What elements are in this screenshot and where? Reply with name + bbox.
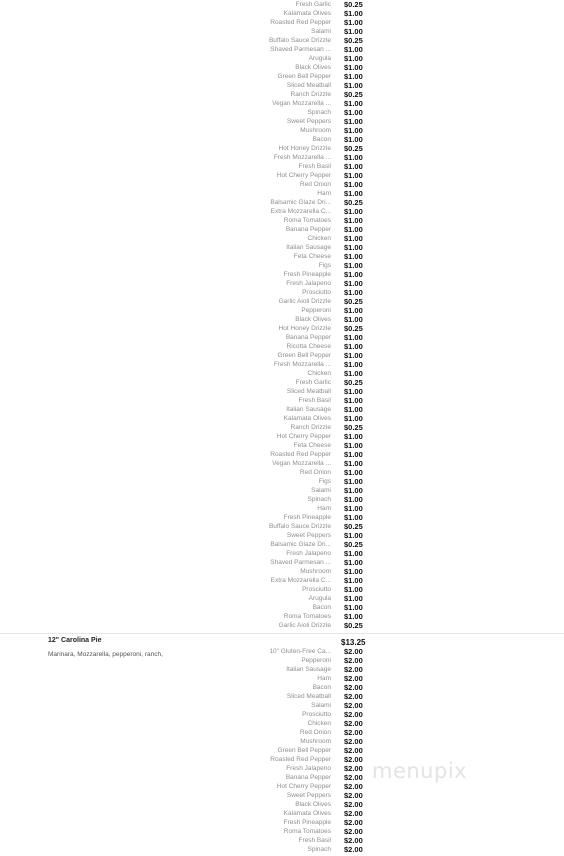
option-name: Banana Pepper (285, 334, 331, 341)
option-name: Bacon (312, 684, 331, 691)
option-name: Salami (311, 487, 331, 494)
menu-item-title: 12" Carolina Pie (48, 637, 102, 644)
option-row (0, 414, 564, 423)
option-row (0, 513, 564, 522)
option-row (0, 594, 564, 603)
option-name: Salami (311, 28, 331, 35)
option-name: Figs (318, 262, 331, 269)
option-price: $1.00 (344, 396, 363, 405)
option-row (0, 728, 564, 737)
option-price: $1.00 (344, 270, 363, 279)
option-price: $2.00 (344, 719, 363, 728)
option-price: $1.00 (344, 45, 363, 54)
option-row (0, 0, 564, 9)
option-row (0, 764, 564, 773)
option-row (0, 351, 564, 360)
option-price: $1.00 (344, 81, 363, 90)
option-name: Prosciutto (302, 711, 331, 718)
option-name: Italian Sausage (286, 406, 331, 413)
option-row (0, 9, 564, 18)
option-row (0, 90, 564, 99)
option-price: $1.00 (344, 351, 363, 360)
option-price: $1.00 (344, 216, 363, 225)
option-row (0, 612, 564, 621)
option-price: $2.00 (344, 701, 363, 710)
option-row (0, 270, 564, 279)
option-price: $1.00 (344, 495, 363, 504)
option-price: $2.00 (344, 665, 363, 674)
option-row (0, 189, 564, 198)
option-name: Kalamata Olives (283, 810, 331, 817)
option-name: Fresh Mozzarella ... (273, 154, 331, 161)
option-row (0, 27, 564, 36)
option-name: Mushroom (300, 127, 331, 134)
option-price: $0.25 (344, 423, 363, 432)
option-row (0, 549, 564, 558)
option-price: $1.00 (344, 414, 363, 423)
option-name: Roasted Red Pepper (270, 19, 331, 26)
option-price: $1.00 (344, 333, 363, 342)
section-divider (0, 633, 564, 634)
option-price: $1.00 (344, 261, 363, 270)
option-row (0, 369, 564, 378)
option-name: Garlic Aioli Drizzle (278, 298, 331, 305)
option-row (0, 782, 564, 791)
option-price: $1.00 (344, 450, 363, 459)
option-name: Hot Honey Drizzle (278, 325, 331, 332)
option-price: $1.00 (344, 288, 363, 297)
option-name: Mushroom (300, 738, 331, 745)
option-price: $2.00 (344, 800, 363, 809)
option-row (0, 585, 564, 594)
menu-item-price: $13.25 (341, 638, 366, 647)
option-name: Fresh Mozzarella ... (273, 361, 331, 368)
option-name: Sliced Meatball (286, 82, 331, 89)
option-name: Pepperoni (301, 657, 331, 664)
option-name: Roma Tomatoes (283, 828, 331, 835)
option-name: Green Bell Pepper (277, 73, 331, 80)
option-name: Shaved Parmesan ... (270, 46, 331, 53)
option-name: Roasted Red Pepper (270, 756, 331, 763)
option-price: $1.00 (344, 468, 363, 477)
option-row (0, 162, 564, 171)
option-row (0, 81, 564, 90)
option-row (0, 405, 564, 414)
option-row (0, 737, 564, 746)
option-name: Garlic Aioli Drizzle (278, 622, 331, 629)
option-price: $1.00 (344, 27, 363, 36)
option-name: Shaved Parmesan ... (270, 559, 331, 566)
option-price: $2.00 (344, 818, 363, 827)
option-price: $1.00 (344, 279, 363, 288)
option-name: Fresh Basil (298, 163, 331, 170)
option-price: $1.00 (344, 603, 363, 612)
option-row (0, 540, 564, 549)
option-row (0, 306, 564, 315)
option-row (0, 54, 564, 63)
option-name: Chicken (307, 235, 331, 242)
option-price: $1.00 (344, 513, 363, 522)
option-row (0, 791, 564, 800)
option-price: $2.00 (344, 656, 363, 665)
option-name: Black Olives (295, 64, 331, 71)
option-name: Sweet Peppers (286, 792, 331, 799)
option-price: $1.00 (344, 360, 363, 369)
option-row (0, 692, 564, 701)
option-name: Spinach (307, 846, 331, 853)
option-price: $2.00 (344, 836, 363, 845)
option-name: Roma Tomatoes (283, 613, 331, 620)
option-name: Fresh Pineapple (283, 819, 331, 826)
option-row (0, 243, 564, 252)
option-name: Sliced Meatball (286, 693, 331, 700)
option-row (0, 432, 564, 441)
option-price: $1.00 (344, 477, 363, 486)
option-price: $1.00 (344, 342, 363, 351)
option-row (0, 99, 564, 108)
option-name: Ranch Drizzle (290, 424, 331, 431)
option-price: $1.00 (344, 180, 363, 189)
option-row (0, 450, 564, 459)
option-name: Hot Cherry Pepper (276, 172, 331, 179)
option-row (0, 279, 564, 288)
option-price: $1.00 (344, 207, 363, 216)
option-price: $1.00 (344, 315, 363, 324)
option-price: $0.25 (344, 90, 363, 99)
option-row (0, 746, 564, 755)
option-row (0, 117, 564, 126)
option-row (0, 423, 564, 432)
option-row (0, 252, 564, 261)
option-name: Fresh Basil (298, 837, 331, 844)
menu-item-description: Marinara, Mozzarella, pepperoni, ranch, (48, 651, 163, 658)
option-row (0, 656, 564, 665)
option-name: Buffalo Sauce Drizzle (268, 37, 331, 44)
option-price: $1.00 (344, 72, 363, 81)
option-row (0, 288, 564, 297)
option-name: Hot Cherry Pepper (276, 783, 331, 790)
option-name: Arugula (308, 595, 331, 602)
option-name: Pepperoni (301, 307, 331, 314)
option-name: Balsamic Glaze Dri... (270, 199, 331, 206)
option-row (0, 180, 564, 189)
option-price: $2.00 (344, 746, 363, 755)
option-row (0, 36, 564, 45)
option-row (0, 315, 564, 324)
option-name: Prosciutto (302, 289, 331, 296)
option-row (0, 171, 564, 180)
option-price: $1.00 (344, 531, 363, 540)
option-price: $1.00 (344, 549, 363, 558)
option-row (0, 701, 564, 710)
option-row (0, 459, 564, 468)
option-price: $2.00 (344, 728, 363, 737)
option-price: $1.00 (344, 171, 363, 180)
option-price: $2.00 (344, 782, 363, 791)
option-name: Fresh Jalapeno (286, 550, 331, 557)
option-price: $1.00 (344, 162, 363, 171)
option-row (0, 665, 564, 674)
option-row (0, 216, 564, 225)
option-name: Bacon (312, 136, 331, 143)
option-name: Sliced Meatball (286, 388, 331, 395)
option-name: Black Olives (295, 316, 331, 323)
option-price: $0.25 (344, 297, 363, 306)
option-price: $0.25 (344, 36, 363, 45)
option-row (0, 387, 564, 396)
option-row (0, 342, 564, 351)
option-price: $1.00 (344, 225, 363, 234)
option-row (0, 827, 564, 836)
option-name: Arugula (308, 55, 331, 62)
option-row (0, 135, 564, 144)
option-name: Ranch Drizzle (290, 91, 331, 98)
option-name: Sweet Peppers (286, 118, 331, 125)
option-row (0, 603, 564, 612)
option-name: Bacon (312, 604, 331, 611)
option-name: Fresh Basil (298, 397, 331, 404)
option-price: $1.00 (344, 369, 363, 378)
option-price: $1.00 (344, 576, 363, 585)
watermark-logo: menupix (372, 759, 468, 783)
option-row (0, 710, 564, 719)
option-name: Chicken (307, 720, 331, 727)
option-name: Extra Mozzarella C... (270, 577, 331, 584)
option-name: Red Onion (299, 469, 331, 476)
option-price: $1.00 (344, 486, 363, 495)
option-price: $0.25 (344, 522, 363, 531)
option-price: $1.00 (344, 432, 363, 441)
option-price: $1.00 (344, 189, 363, 198)
option-row (0, 468, 564, 477)
option-name: Balsamic Glaze Dri... (270, 541, 331, 548)
option-price: $2.00 (344, 710, 363, 719)
option-row (0, 144, 564, 153)
option-price: $1.00 (344, 54, 363, 63)
option-price: $1.00 (344, 612, 363, 621)
option-price: $2.00 (344, 647, 363, 656)
option-name: Sweet Peppers (286, 532, 331, 539)
option-row (0, 683, 564, 692)
option-row (0, 72, 564, 81)
option-price: $1.00 (344, 234, 363, 243)
option-name: Green Bell Pepper (277, 352, 331, 359)
option-name: Kalamata Olives (283, 10, 331, 17)
option-price: $2.00 (344, 683, 363, 692)
option-row (0, 126, 564, 135)
option-price: $1.00 (344, 99, 363, 108)
option-price: $0.25 (344, 198, 363, 207)
option-price: $1.00 (344, 504, 363, 513)
option-name: Fresh Pineapple (283, 514, 331, 521)
option-name: Mushroom (300, 568, 331, 575)
option-price: $2.00 (344, 773, 363, 782)
option-name: Hot Cherry Pepper (276, 433, 331, 440)
option-price: $2.00 (344, 845, 363, 854)
option-price: $1.00 (344, 108, 363, 117)
option-price: $0.25 (344, 378, 363, 387)
option-row (0, 441, 564, 450)
option-name: Ham (317, 505, 331, 512)
option-row (0, 486, 564, 495)
option-price: $0.25 (344, 0, 363, 9)
option-name: Vegan Mozzarella ... (272, 460, 331, 467)
option-price: $2.00 (344, 692, 363, 701)
option-name: Hot Honey Drizzle (278, 145, 331, 152)
option-row (0, 495, 564, 504)
option-row (0, 45, 564, 54)
option-row (0, 755, 564, 764)
option-row (0, 504, 564, 513)
option-name: Feta Cheese (293, 253, 331, 260)
option-name: 10" Gluten-Free Ca... (269, 648, 331, 655)
option-row (0, 674, 564, 683)
option-row (0, 522, 564, 531)
option-name: Fresh Jalapeno (286, 765, 331, 772)
option-name: Banana Pepper (285, 226, 331, 233)
option-name: Prosciutto (302, 586, 331, 593)
option-row (0, 836, 564, 845)
option-price: $2.00 (344, 737, 363, 746)
option-price: $1.00 (344, 594, 363, 603)
option-row (0, 261, 564, 270)
option-row (0, 234, 564, 243)
option-price: $2.00 (344, 755, 363, 764)
option-name: Fresh Pineapple (283, 271, 331, 278)
option-row (0, 63, 564, 72)
option-row (0, 333, 564, 342)
option-row (0, 108, 564, 117)
option-name: Red Onion (299, 181, 331, 188)
option-row (0, 800, 564, 809)
option-price: $2.00 (344, 674, 363, 683)
option-price: $1.00 (344, 567, 363, 576)
option-price: $1.00 (344, 459, 363, 468)
option-price: $2.00 (344, 809, 363, 818)
option-name: Black Olives (295, 801, 331, 808)
option-name: Banana Pepper (285, 774, 331, 781)
option-price: $1.00 (344, 63, 363, 72)
option-row (0, 396, 564, 405)
option-name: Roma Tomatoes (283, 217, 331, 224)
option-row (0, 621, 564, 630)
option-price: $1.00 (344, 243, 363, 252)
option-name: Ham (317, 675, 331, 682)
option-price: $1.00 (344, 585, 363, 594)
option-name: Figs (318, 478, 331, 485)
option-price: $1.00 (344, 18, 363, 27)
option-price: $1.00 (344, 405, 363, 414)
option-row (0, 153, 564, 162)
option-name: Ham (317, 190, 331, 197)
option-name: Chicken (307, 370, 331, 377)
option-price: $1.00 (344, 135, 363, 144)
option-price: $1.00 (344, 117, 363, 126)
option-row (0, 207, 564, 216)
option-name: Italian Sausage (286, 666, 331, 673)
option-name: Italian Sausage (286, 244, 331, 251)
option-name: Green Bell Pepper (277, 747, 331, 754)
option-row (0, 773, 564, 782)
option-price: $0.25 (344, 324, 363, 333)
option-name: Feta Cheese (293, 442, 331, 449)
option-price: $1.00 (344, 9, 363, 18)
option-price: $1.00 (344, 306, 363, 315)
option-price: $1.00 (344, 441, 363, 450)
option-row (0, 531, 564, 540)
option-price: $0.25 (344, 540, 363, 549)
option-row (0, 845, 564, 854)
option-price: $0.25 (344, 621, 363, 630)
option-row (0, 576, 564, 585)
option-name: Salami (311, 702, 331, 709)
option-price: $2.00 (344, 791, 363, 800)
option-row (0, 18, 564, 27)
option-price: $1.00 (344, 252, 363, 261)
option-name: Buffalo Sauce Drizzle (268, 523, 331, 530)
option-price: $2.00 (344, 764, 363, 773)
option-name: Roasted Red Pepper (270, 451, 331, 458)
option-name: Red Onion (299, 729, 331, 736)
option-row (0, 297, 564, 306)
option-row (0, 818, 564, 827)
option-name: Fresh Jalapeno (286, 280, 331, 287)
option-row (0, 360, 564, 369)
option-price: $2.00 (344, 827, 363, 836)
option-name: Kalamata Olives (283, 415, 331, 422)
option-row (0, 558, 564, 567)
option-row (0, 567, 564, 576)
option-price: $1.00 (344, 387, 363, 396)
option-name: Ricotta Cheese (286, 343, 331, 350)
option-price: $0.25 (344, 144, 363, 153)
option-row (0, 324, 564, 333)
option-name: Fresh Garlic (295, 379, 331, 386)
option-row (0, 477, 564, 486)
option-row (0, 378, 564, 387)
item-option-list (0, 647, 564, 854)
option-name: Vegan Mozzarella ... (272, 100, 331, 107)
option-row (0, 809, 564, 818)
option-name: Extra Mozzarella C... (270, 208, 331, 215)
option-row (0, 198, 564, 207)
option-name: Spinach (307, 109, 331, 116)
option-price: $1.00 (344, 558, 363, 567)
option-price: $1.00 (344, 126, 363, 135)
option-name: Fresh Garlic (295, 1, 331, 8)
option-row (0, 225, 564, 234)
option-row (0, 647, 564, 656)
option-row (0, 719, 564, 728)
option-price: $1.00 (344, 153, 363, 162)
option-name: Spinach (307, 496, 331, 503)
